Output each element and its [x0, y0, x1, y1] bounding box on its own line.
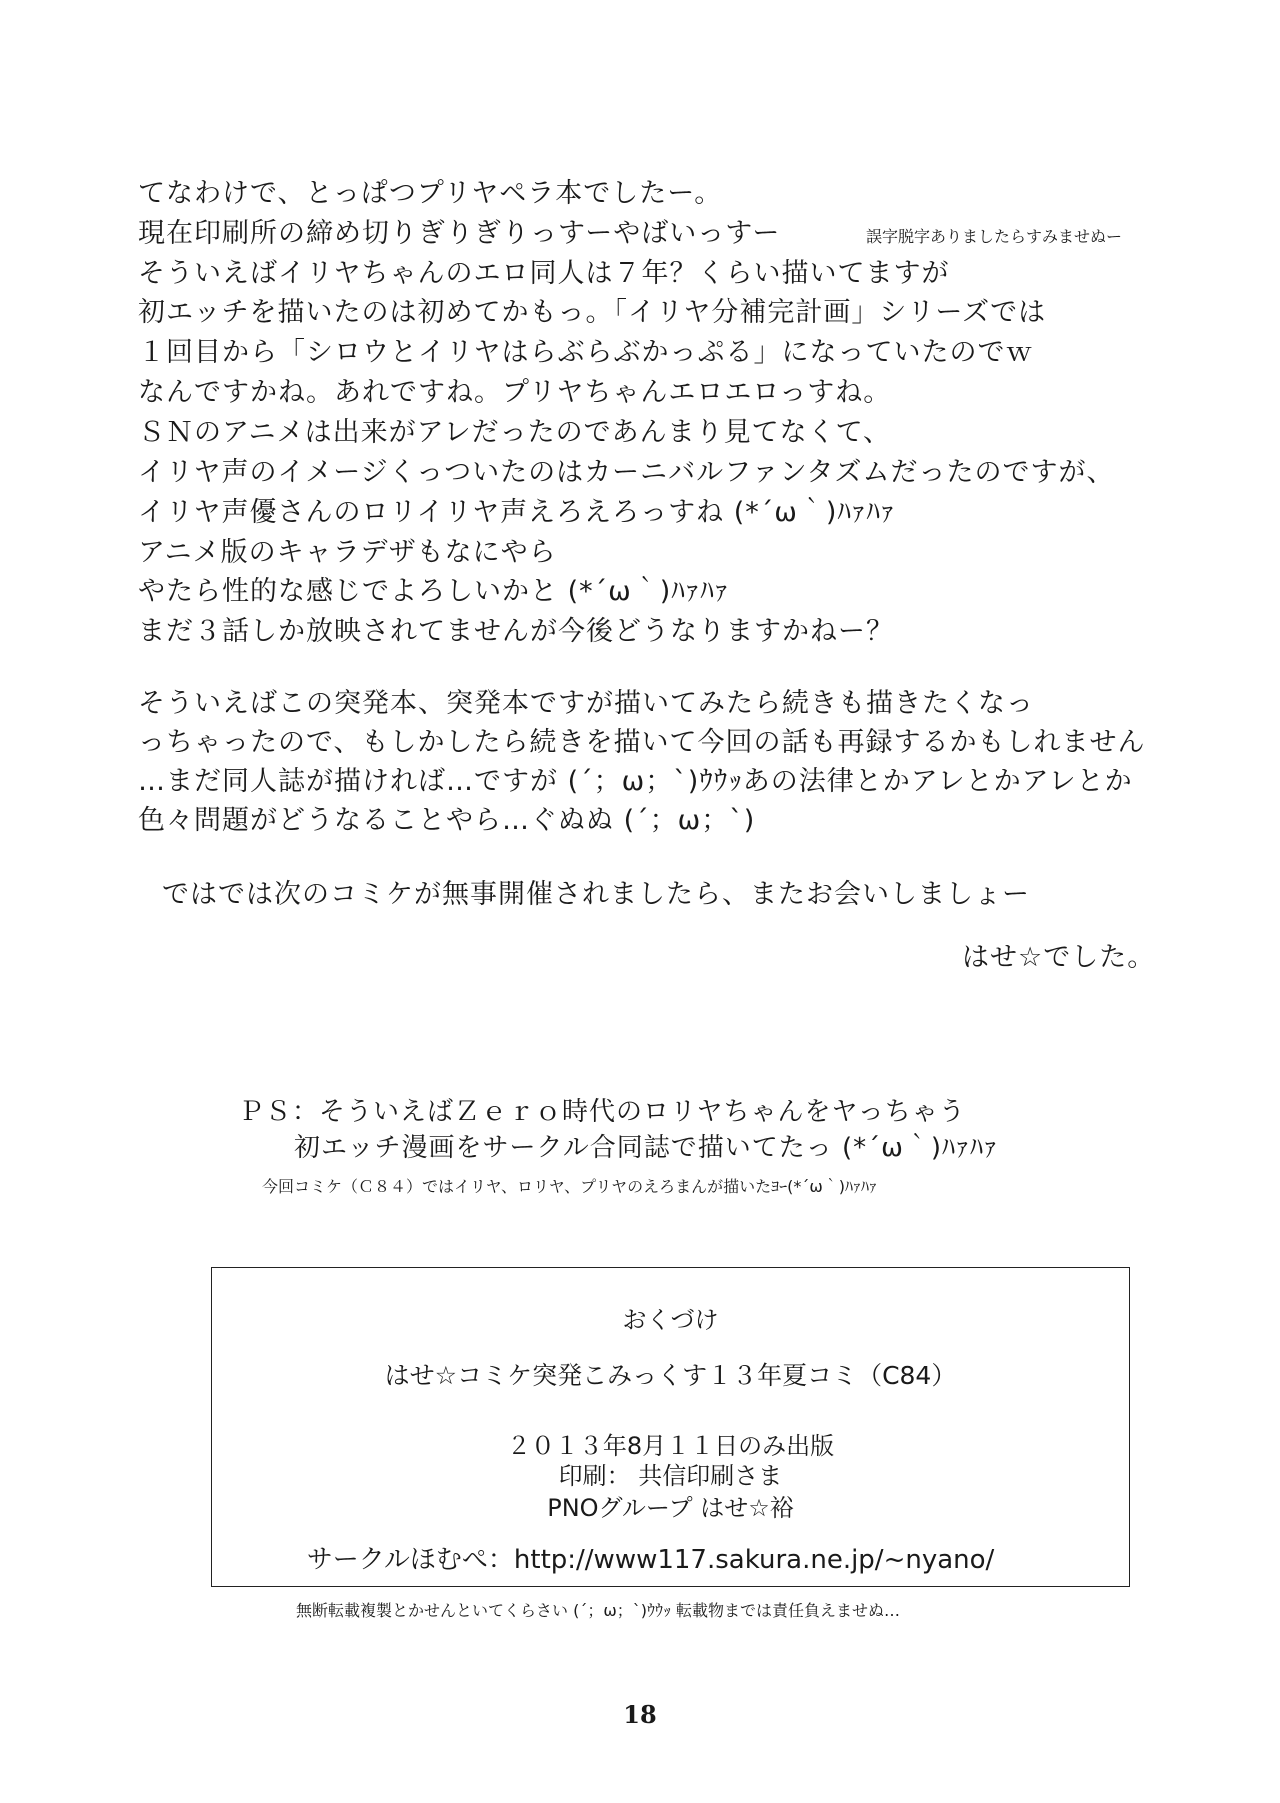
afterword-line: やたら性的な感じでよろしいかと (*´ω｀)ﾊｧﾊｧ [138, 576, 730, 607]
postscript-line-3: 今回コミケ（Ｃ８４）ではイリヤ、ロリヤ、プリヤのえろまんが描いたﾖｰ(*´ω｀)ﾊｧﾊｧ [262, 1177, 878, 1196]
afterword-line: そういえばイリヤちゃんのエロ同人は７年？くらい描いてますが [138, 258, 950, 289]
afterword-line: アニメ版のキャラデザもなにやら [138, 537, 557, 568]
afterword-line: てなわけで、とっぱつプリヤペラ本でしたー。 [138, 178, 723, 209]
paragraph2-line: 色々問題がどうなることやら…ぐぬぬ (´；ω；`) [138, 805, 756, 836]
paragraph2-line: っちゃったので、もしかしたら続きを描いて今回の話も再録するかもしれません [138, 727, 1146, 758]
afterword-line: なんですかね。あれですね。プリヤちゃんエロエロっすね。 [138, 377, 892, 408]
colophon-date: ２０１３年8月１１日のみ出版 [506, 1432, 835, 1460]
paragraph2-line: そういえばこの突発本、突発本ですが描いてみたら続きも描きたくなっ [138, 688, 1034, 719]
postscript-line-1: ＰＳ：そういえばＺｅｒｏ時代のロリヤちゃんをヤっちゃう [238, 1097, 966, 1127]
colophon-title: はせ☆コミケ突発こみっくす１３年夏コミ（C84） [384, 1361, 957, 1390]
afterword-line: 現在印刷所の締め切りぎりぎりっすーやばいっすー [138, 218, 781, 249]
page-number: 18 [623, 1700, 657, 1729]
afterword-line: イリヤ声のイメージくっついたのはカーニバルファンタズムだったのですが、 [138, 457, 1115, 488]
afterword-line: イリヤ声優さんのロリイリヤ声えろえろっすね (*´ω｀)ﾊｧﾊｧ [138, 497, 896, 528]
colophon-heading: おくづけ [622, 1306, 719, 1334]
colophon-website: サークルほむぺ：http://www117.sakura.ne.jp/~nyano/ [306, 1545, 995, 1575]
afterword-line: 初エッチを描いたのは初めてかもっ。「イリヤ分補完計画」シリーズでは [138, 297, 1047, 328]
farewell-line: ではでは次のコミケが無事開催されましたら、またお会いしましょー [162, 879, 1030, 910]
colophon-printer: 印刷： 共信印刷さま [558, 1462, 783, 1490]
footer-note: 無断転載複製とかせんといてくらさい (´；ω；`)ｳｳｯ 転載物までは責任負えませぬ… [296, 1601, 901, 1620]
afterword-line: ＳＮのアニメは出来がアレだったのであんまり見てなくて、 [138, 417, 892, 448]
afterword-line: まだ３話しか放映されてませんが今後どうなりますかねー？ [138, 616, 894, 647]
paragraph2-line: …まだ同人誌が描ければ…ですが (´；ω；`)ｳｳｯあの法律とかアレとかアレとか [138, 766, 1133, 797]
postscript-line-2: 初エッチ漫画をサークル合同誌で描いてたっ (*´ω｀)ﾊｧﾊｧ [294, 1133, 999, 1163]
side-note: 誤字脱字ありましたらすみませぬー [866, 227, 1123, 246]
colophon-box [211, 1267, 1130, 1587]
afterword-line: １回目から「シロウとイリヤはらぶらぶかっぷる」になっていたのでｗ [138, 337, 1034, 368]
signature: はせ☆でした。 [962, 942, 1156, 973]
colophon-author: PNOグループ はせ☆裕 [547, 1494, 794, 1522]
